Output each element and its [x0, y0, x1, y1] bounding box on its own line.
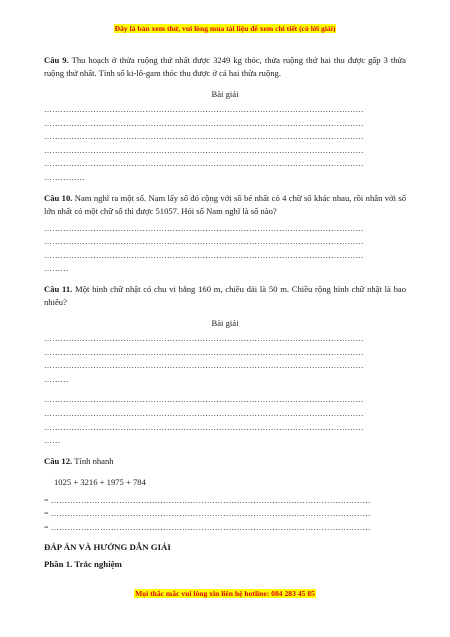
part-1-heading: Phần 1. Trắc nghiệm [44, 559, 122, 570]
question-12-text: Tính nhanh [74, 455, 114, 466]
question-12-label: Câu 12. [44, 455, 73, 466]
answer-line: ……………………………………………………………………………………………………… [44, 132, 364, 142]
preview-notice-banner [0, 24, 450, 33]
answer-line: ……………………………………………………………………………………………………… [44, 105, 364, 114]
answer-line: ……………………………………………………………………………………………………… [44, 333, 364, 343]
answer-line: …… [44, 436, 61, 446]
hotline-banner [0, 589, 450, 598]
answer-line: …………… [44, 172, 85, 182]
question-12-expression: 1025 + 3216 + 1975 + 784 [54, 476, 146, 487]
question-9-label: Câu 9. [44, 55, 69, 65]
question-11-answer-lines-a [44, 332, 406, 386]
answer-line: ……………………………………………………………………………………………………… [44, 408, 364, 418]
preview-notice-text: Đây là bản xem thử, vui lòng mua tài liệu để xem chi tiết (có lời giải) [114, 24, 336, 33]
question-11-label: Câu 11. [44, 283, 73, 294]
question-9-text: Thu hoạch ở thửa ruộng thứ nhất được 3249 kg thóc, thửa ruộng thứ hai thu được gấp 3 thửa ruộng thứ nhất. Tính số ki-lô-gam thóc thu được ở cả hai thửa ruộng. [44, 55, 406, 78]
answers-heading: ĐÁP ÁN VÀ HƯỚNG DẪN GIẢI [44, 542, 171, 553]
hotline-text: Mọi thắc mắc vui lòng xin liên hệ hotline: 084 283 45 85 [135, 589, 315, 598]
question-9-solution-label: Bài giải [211, 89, 239, 99]
answer-line: ……………………………………………………………………………………………………… [44, 361, 364, 371]
question-9 [44, 54, 406, 80]
question-11-answer-lines-b [44, 393, 406, 447]
answer-line: = ……………………………………………………………………………………………………… [44, 509, 371, 519]
answer-line: ……………………………………………………………………………………………………… [44, 250, 364, 260]
answer-line: ……………………………………………………………………………………………………… [44, 347, 364, 357]
answer-line: ……………………………………………………………………………………………………… [44, 145, 364, 155]
answer-line: ……… [44, 374, 69, 384]
worksheet-content [44, 54, 406, 571]
question-10-label: Câu 10. [44, 192, 73, 203]
question-10 [44, 192, 406, 218]
question-9-answer-lines [44, 103, 406, 185]
question-10-answer-lines [44, 222, 406, 276]
answer-line: = ……………………………………………………………………………………………………… [44, 495, 371, 505]
question-12-answer-lines [44, 494, 406, 535]
answer-line: ……………………………………………………………………………………………………… [44, 237, 364, 247]
answer-line: ……………………………………………………………………………………………………… [44, 118, 364, 128]
answer-line: ……………………………………………………………………………………………………… [44, 395, 364, 405]
answer-line: ……… [44, 264, 69, 274]
question-11 [44, 283, 406, 309]
answer-line: ……………………………………………………………………………………………………… [44, 223, 364, 233]
question-11-text: Một hình chữ nhật có chu vi bằng 160 m, chiều dài là 50 m. Chiều rộng hình chữ nhật là bao nhiêu? [44, 283, 406, 307]
answer-line: ……………………………………………………………………………………………………… [44, 422, 364, 432]
answer-line: = ……………………………………………………………………………………………………… [44, 522, 371, 532]
question-12 [44, 455, 406, 468]
question-11-solution-label: Bài giải [211, 317, 239, 328]
answer-line: ……………………………………………………………………………………………………… [44, 159, 364, 169]
question-10-text: Nam nghĩ ra một số. Nam lấy số đó cộng với số bé nhất có 4 chữ số khác nhau, rồi nhân với số lớn nhất có một chữ số thì được 51057. Hỏi số Nam nghĩ là số nào? [44, 192, 406, 216]
